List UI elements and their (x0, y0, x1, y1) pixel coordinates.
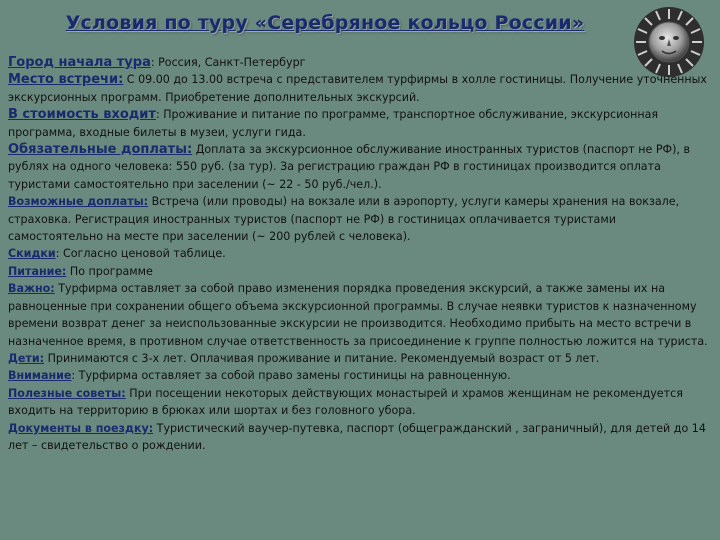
meeting-place-paragraph (8, 71, 712, 106)
attention-text: : Турфирма оставляет за собой право замены гостиницы на равноценную. (71, 369, 511, 383)
discounts-text: : Согласно ценовой таблице. (55, 247, 226, 261)
page-title: Условия по туру «Серебряное кольцо России» (65, 12, 585, 34)
meals-text: По программе (66, 264, 153, 278)
included-paragraph (8, 106, 712, 141)
optional-fees-text: Встреча (или проводы) на вокзале или в аэропорту, услуги камеры хранения на вокзале, страховка. Регистрация иностранных туристов (паспорт не РФ) в гостиницах оплачивается туристами самостоятельно на месте при заселении (~ 200 рублей с человека). (8, 195, 680, 244)
documents-label: Документы в поездку: (8, 421, 154, 435)
important-paragraph (8, 280, 712, 350)
discounts-label: Скидки (8, 247, 56, 261)
documents-paragraph (8, 420, 712, 455)
documents-text: Туристический ваучер-путевка, паспорт (общегражданский , заграничный), для детей до 14 лет – свидетельство о рождении. (8, 421, 706, 452)
meeting-place-text: С 09.00 до 13.00 встреча с представителем турфирмы в холле гостиницы. Получение уточненных экскурсионных программ. Приобретение дополнительных экскурсий. (8, 73, 707, 104)
optional-fees-paragraph (8, 193, 712, 245)
start-city-label: Город начала тура (8, 55, 151, 70)
mandatory-fees-label: Обязательные доплаты: (8, 142, 193, 158)
meals-paragraph (8, 263, 712, 280)
useful-tips-text: При посещении некоторых действующих монастырей и храмов женщинам не рекомендуется входить на территорию в брюках или шортах и без головного убора. (8, 386, 683, 418)
important-label: Важно: (8, 282, 55, 296)
meals-label: Питание: (8, 264, 67, 278)
attention-label: Внимание (8, 369, 72, 383)
start-city-paragraph (8, 54, 712, 71)
useful-tips-paragraph (8, 385, 712, 420)
included-label: В стоимость входит (8, 107, 156, 123)
useful-tips-label: Полезные советы: (8, 386, 126, 400)
optional-fees-label: Возможные доплаты: (8, 195, 149, 209)
mandatory-fees-text: Доплата за экскурсионное обслуживание иностранных туристов (паспорт не РФ), в рублях на одного человека: 550 руб. (за тур). За регистрацию граждан РФ в гостиницах производится оплата туристами самостоятельно при заселении (~ 22 - 50 руб./чел.). (8, 143, 690, 191)
children-label: Дети: (8, 351, 45, 365)
included-text: : Проживание и питание по программе, транспортное обслуживание, экскурсионная программа, входные билеты в музеи, услуги гида. (8, 108, 659, 139)
meeting-place-label: Место встречи: (8, 72, 124, 88)
children-paragraph (8, 350, 712, 367)
discounts-paragraph (8, 245, 712, 262)
mandatory-fees-paragraph (8, 141, 712, 193)
attention-paragraph (8, 367, 712, 384)
start-city-text: : Россия, Санкт-Петербург (150, 56, 306, 69)
tour-conditions-text (8, 54, 712, 454)
important-text: Турфирма оставляет за собой право изменения порядка проведения экскурсий, а также замены их на равноценные при сохранении общего объема экскурсионной программы. В случае неявки туристов к назначенному времени возврат денег за неиспользованные экскурсии не производится. Необходимо прибыть на место встречи в назначенное время, в противном случае ответственность за присоединение к группе полностью ложится на туриста. (8, 282, 708, 348)
children-text: Принимаются с 3-х лет. Оплачивая проживание и питание. Рекомендуемый возраст от 5 лет. (44, 351, 600, 365)
